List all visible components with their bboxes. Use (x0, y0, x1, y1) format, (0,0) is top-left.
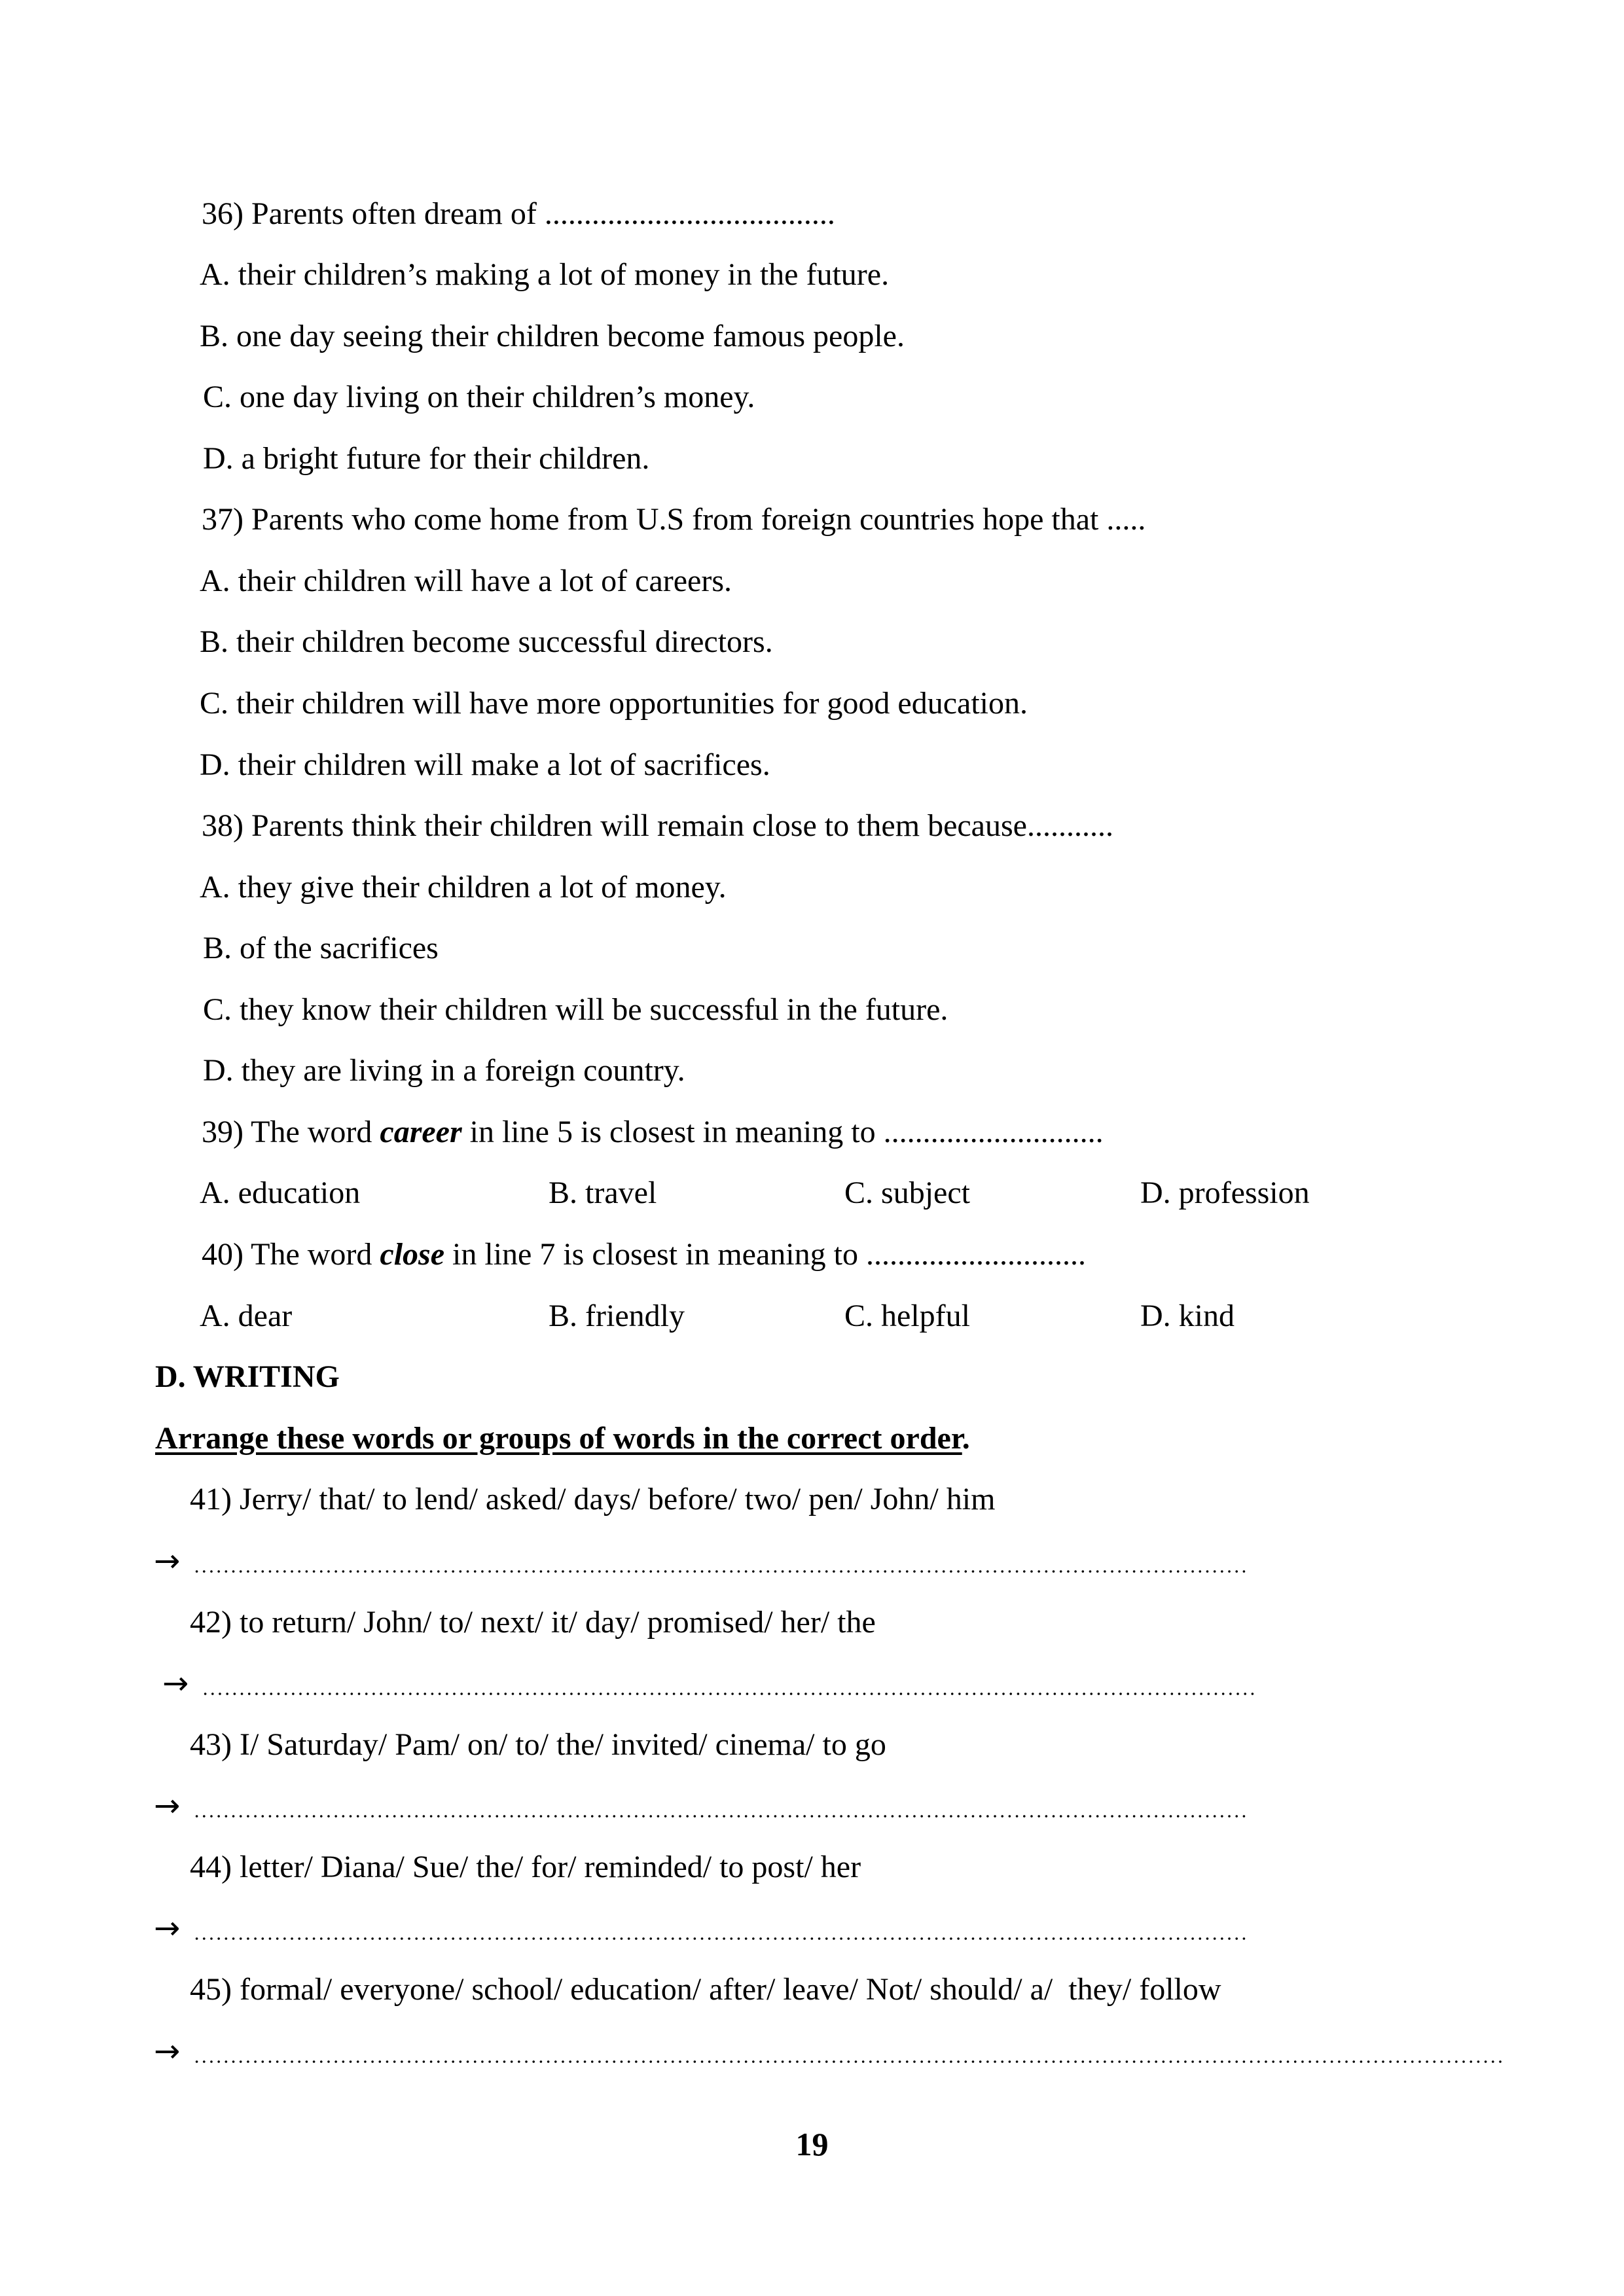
question-38-option-d: D. they are living in a foreign country. (203, 1053, 685, 1088)
question-37-option-a: A. their children will have a lot of careers. (200, 564, 732, 598)
answer-line-41[interactable] (193, 1541, 1247, 1581)
question-40-option-c: C. helpful (844, 1299, 970, 1333)
writing-item-44: 44) letter/ Diana/ Sue/ the/ for/ reminded/ to post/ her (190, 1850, 861, 1884)
question-36-option-d: D. a bright future for their children. (203, 441, 650, 476)
question-40-option-a: A. dear (200, 1299, 293, 1333)
question-40-option-b: B. friendly (549, 1299, 685, 1333)
answer-line-45[interactable] (193, 2032, 1502, 2071)
writing-heading: D. WRITING (155, 1359, 340, 1394)
writing-item-41: 41) Jerry/ that/ to lend/ asked/ days/ before/ two/ pen/ John/ him (190, 1482, 996, 1516)
writing-instruction-period: . (962, 1421, 970, 1456)
question-39-option-b: B. travel (549, 1175, 657, 1210)
question-37-option-d: D. their children will make a lot of sacrifices. (200, 747, 770, 782)
question-39-option-a: A. education (200, 1175, 361, 1210)
answer-line-44[interactable] (193, 1909, 1247, 1948)
question-37-option-c: C. their children will have more opportunities for good education. (200, 686, 1028, 721)
writing-instruction (155, 1419, 970, 1458)
question-39-keyword: career (380, 1115, 462, 1149)
question-36-option-c: C. one day living on their children’s money. (203, 380, 755, 414)
question-36-option-b: B. one day seeing their children become famous people. (200, 319, 905, 353)
writing-item-45: 45) formal/ everyone/ school/ education/ after/ leave/ Not/ should/ a/ they/ follow (190, 1972, 1221, 2007)
question-37-stem: 37) Parents who come home from U.S from foreign countries hope that ..... (202, 502, 1146, 537)
writing-item-42: 42) to return/ John/ to/ next/ it/ day/ promised/ her/ the (190, 1605, 876, 1640)
question-39-option-c: C. subject (844, 1175, 970, 1210)
question-40-stem (202, 1235, 1086, 1274)
right-arrow-icon: → (154, 1543, 181, 1579)
question-40-keyword: close (380, 1237, 445, 1272)
question-39-stem-after: in line 5 is closest in meaning to ............................ (461, 1115, 1104, 1149)
question-40-stem-before: 40) The word (202, 1237, 380, 1272)
question-37-option-b: B. their children become successful directors. (200, 624, 773, 659)
question-39-option-d: D. profession (1140, 1175, 1310, 1210)
writing-instruction-text: Arrange these words or groups of words in the correct order (155, 1421, 962, 1456)
question-36-option-a: A. their children’s making a lot of money in the future. (200, 257, 890, 292)
right-arrow-icon: → (154, 2033, 181, 2070)
question-39-stem-before: 39) The word (202, 1115, 380, 1149)
question-40-option-d: D. kind (1140, 1299, 1235, 1333)
question-38-stem: 38) Parents think their children will remain close to them because........... (202, 808, 1113, 843)
right-arrow-icon: → (162, 1665, 189, 1702)
answer-line-43[interactable] (193, 1786, 1247, 1825)
question-38-option-a: A. they give their children a lot of money. (200, 870, 727, 905)
question-40-stem-after: in line 7 is closest in meaning to ............................ (444, 1237, 1086, 1272)
question-38-option-b: B. of the sacrifices (203, 931, 439, 965)
question-38-option-c: C. they know their children will be successful in the future. (203, 992, 948, 1027)
right-arrow-icon: → (154, 1910, 181, 1946)
answer-line-42[interactable] (202, 1664, 1255, 1703)
question-39-stem (202, 1113, 1104, 1152)
writing-item-43: 43) I/ Saturday/ Pam/ on/ to/ the/ invited/ cinema/ to go (190, 1727, 886, 1762)
question-36-stem: 36) Parents often dream of ..................................... (202, 196, 835, 231)
page-number: 19 (795, 2126, 829, 2162)
right-arrow-icon: → (154, 1787, 181, 1824)
